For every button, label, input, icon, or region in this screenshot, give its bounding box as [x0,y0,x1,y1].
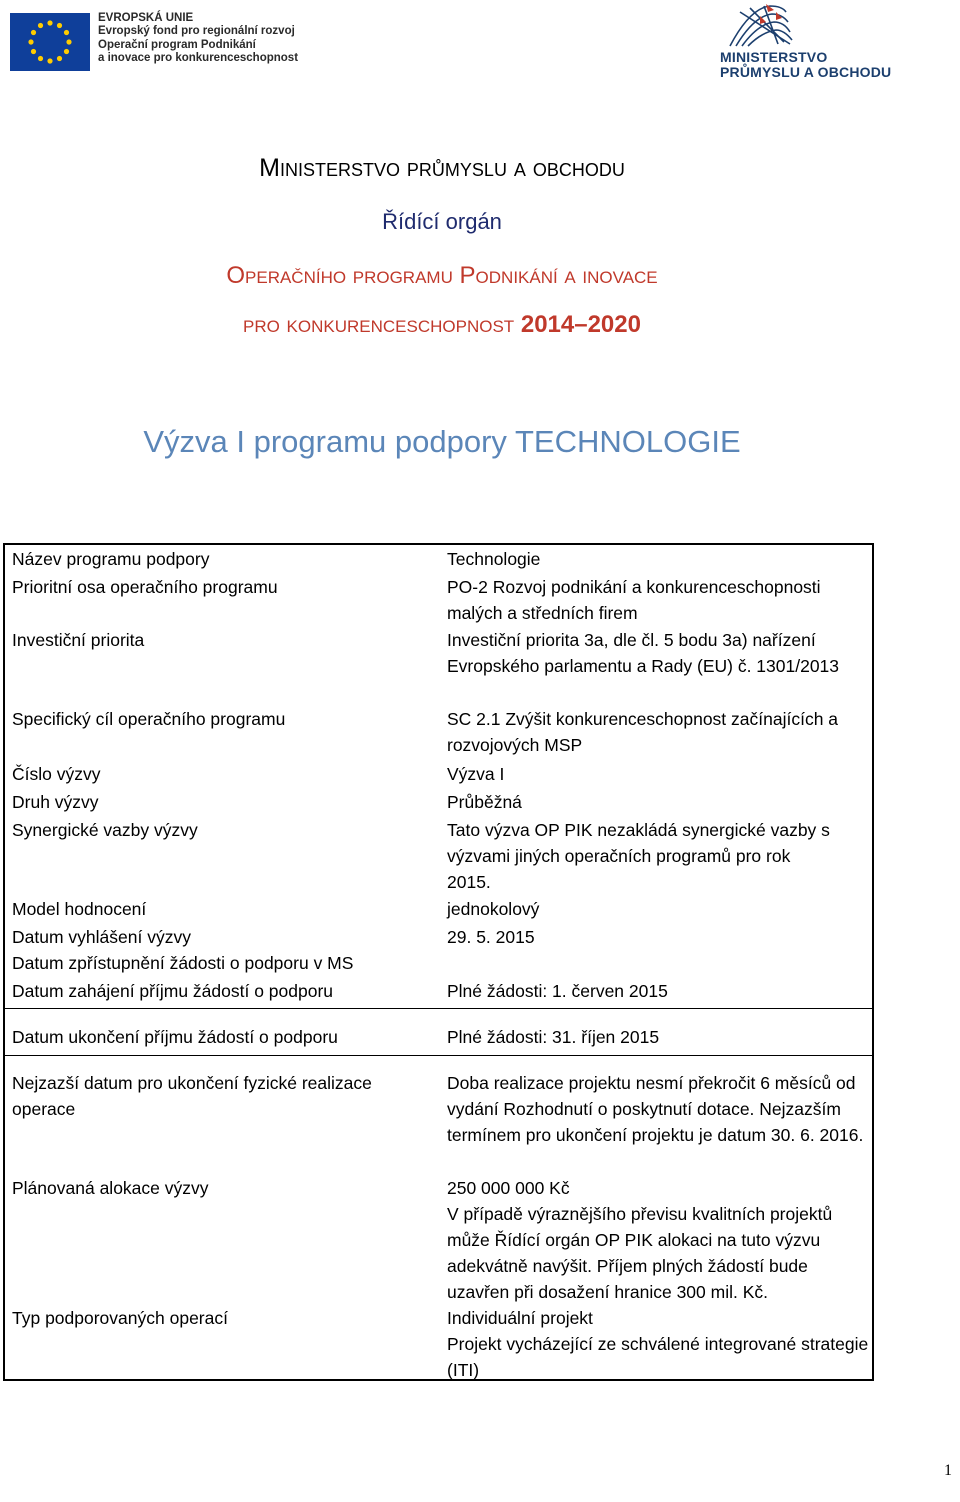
eu-logo [10,12,299,74]
table-row-label: Plánovaná alokace výzvy [12,1178,209,1198]
eu-logo-line: EVROPSKÁ UNIE [98,12,194,24]
operation-type-detail: Projekt vycházející ze schválené integrované strategie (ITI) [447,1334,869,1380]
table-row-label: Číslo výzvy [12,764,101,784]
row-divider [5,1055,872,1056]
programme-title-prefix: pro konkurenceschopnost [243,311,521,338]
table-row-label: Investiční priorita [12,630,145,650]
table-row-value: Investiční priorita 3a, dle čl. 5 bodu 3a) nařízení Evropského parlamentu a Rady (EU) č. 1301/2013 [447,630,840,676]
table-row-value: Technologie [447,549,541,569]
mpo-logo-line: MINISTERSTVO [720,49,828,65]
table-row-label: Specifický cíl operačního programu [12,709,286,729]
row-divider [5,1008,872,1009]
table-row-value: Tato výzva OP PIK nezakládá synergické vazby s výzvami jiných operačních programů pro rok 2015. [447,820,830,892]
table-row-value: Plné žádosti: 31. říjen 2015 [447,1027,660,1047]
table-row-value: jednokolový [447,899,540,919]
eu-flag-icon [10,13,90,71]
table-row-value: Výzva I [447,764,505,784]
ministry-title: Ministerstvo průmyslu a obchodu [259,154,625,182]
mpo-emblem-icon [720,2,810,48]
allocation-amount: 250 000 000 Kč [447,1178,570,1198]
call-info-table [3,543,874,1381]
table-row-value: 29. 5. 2015 [447,927,535,947]
mpo-logo [712,2,892,82]
eu-logo-line: Evropský fond pro regionální rozvoj [98,25,295,38]
table-row-label: Datum ukončení příjmu žádostí o podporu [12,1027,338,1047]
call-title: Výzva I programu podpory TECHNOLOGIE [143,424,741,459]
eu-logo-line: Operační program Podnikání [98,38,256,51]
table-row-label: Model hodnocení [12,899,147,919]
table-row-label: Nejzazší datum pro ukončení fyzické realizace operace [12,1073,372,1119]
programme-title-line1: Operačního programu Podnikání a inovace [226,262,658,289]
table-row-label: Název programu podpory [12,549,210,569]
allocation-note: V případě výraznějšího převisu kvalitních projektů může Řídící orgán OP PIK alokaci na tuto výzvu adekvátně navýšit. Příjem plných žádostí bude uzavřen při dosažení hranice 300 mil. Kč. [447,1204,833,1302]
table-row-value: Doba realizace projektu nesmí překročit 6 měsíců od vydání Rozhodnutí o poskytnutí dotace. Nejzazším termínem pro ukončení projektu je datum 30. 6. 2016. [447,1073,864,1145]
table-row-label: Druh výzvy [12,792,99,812]
table-row-value: PO-2 Rozvoj podnikání a konkurenceschopnosti malých a středních firem [447,577,821,623]
table-row-label: Synergické vazby výzvy [12,820,198,840]
programme-period: 2014–2020 [520,311,641,338]
table-row-value: Průběžná [447,792,522,812]
page-number: 1 [944,1462,952,1479]
table-row-label: Datum zpřístupnění žádosti o podporu v MS [12,953,354,973]
eu-logo-line: a inovace pro konkurenceschopnost [98,51,299,64]
table-row-label: Datum zahájení příjmu žádostí o podporu [12,981,334,1001]
table-row-value: Plné žádosti: 1. červen 2015 [447,981,668,1001]
mpo-logo-line: PRŮMYSLU A OBCHODU [720,63,892,80]
table-row-value [447,1305,872,1383]
table-row-label: Prioritní osa operačního programu [12,577,278,597]
table-row-label: Datum vyhlášení výzvy [12,927,191,947]
managing-authority-title: Řídící orgán [382,209,502,234]
table-row-label: Typ podporovaných operací [12,1308,228,1328]
table-row-value [447,1175,872,1305]
operation-type: Individuální projekt [447,1308,593,1328]
programme-title-line2 [0,311,884,339]
table-row-value: SC 2.1 Zvýšit konkurenceschopnost začínajících a rozvojových MSP [447,709,839,755]
